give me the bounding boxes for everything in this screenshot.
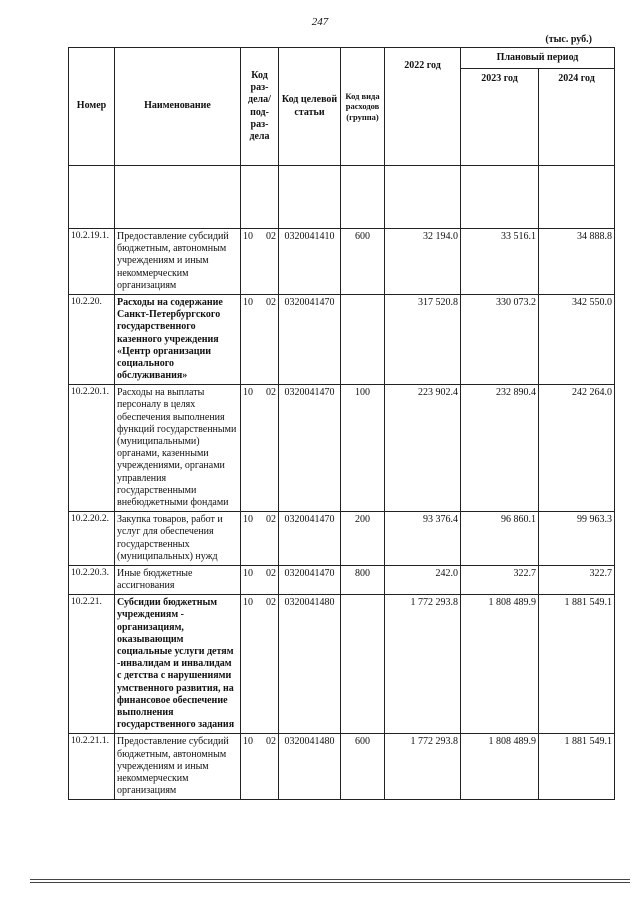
row-section: 10 bbox=[243, 387, 253, 399]
row-target-code: 0320041480 bbox=[279, 595, 341, 734]
row-name: Субсидии бюджетным учреждениям - организациям, оказывающим социальные услуги детям -инвалидам и инвалидам с детства с нарушениями умственного развития, на финансовое обеспечение выполнения государственного задания bbox=[115, 595, 241, 734]
row-section: 10 bbox=[243, 514, 253, 526]
row-2023: 33 516.1 bbox=[461, 229, 539, 295]
row-name: Закупка товаров, работ и услуг для обеспечения государственных (муниципальных) нужд bbox=[115, 512, 241, 566]
row-section-code bbox=[241, 734, 279, 800]
row-section-code bbox=[241, 229, 279, 295]
row-number: 10.2.21. bbox=[69, 595, 115, 734]
row-number: 10.2.20.1. bbox=[69, 385, 115, 512]
header-year-2023: 2023 год bbox=[461, 69, 539, 166]
row-target-code: 0320041480 bbox=[279, 734, 341, 800]
row-section-code bbox=[241, 595, 279, 734]
row-2022: 1 772 293.8 bbox=[385, 595, 461, 734]
row-expense-type bbox=[341, 294, 385, 384]
row-target-code: 0320041410 bbox=[279, 229, 341, 295]
header-planned-period: Плановый период bbox=[461, 48, 615, 69]
row-2022: 32 194.0 bbox=[385, 229, 461, 295]
row-expense-type: 600 bbox=[341, 229, 385, 295]
header-section-code: Код раз-дела/ под-раз-дела bbox=[241, 48, 279, 166]
row-2023: 1 808 489.9 bbox=[461, 595, 539, 734]
row-section-code bbox=[241, 512, 279, 566]
row-subsection: 02 bbox=[266, 514, 276, 526]
row-expense-type bbox=[341, 595, 385, 734]
units-label: (тыс. руб.) bbox=[545, 34, 592, 45]
row-subsection: 02 bbox=[266, 567, 276, 579]
bottom-rule bbox=[30, 879, 630, 880]
row-2024: 322.7 bbox=[539, 565, 615, 594]
table-row bbox=[69, 229, 615, 295]
row-name: Иные бюджетные ассигнования bbox=[115, 565, 241, 594]
row-name: Расходы на выплаты персоналу в целях обеспечения выполнения функций государственными (муниципальными) органами, казенными учреждениями, органами управления государственными внебюджетными фондами bbox=[115, 385, 241, 512]
row-section: 10 bbox=[243, 736, 253, 748]
header-number: Номер bbox=[69, 48, 115, 166]
row-2023: 232 890.4 bbox=[461, 385, 539, 512]
table-row bbox=[69, 512, 615, 566]
row-2022: 223 902.4 bbox=[385, 385, 461, 512]
row-section-code bbox=[241, 385, 279, 512]
table-row bbox=[69, 385, 615, 512]
row-2024: 1 881 549.1 bbox=[539, 595, 615, 734]
row-2023: 322.7 bbox=[461, 565, 539, 594]
row-subsection: 02 bbox=[266, 736, 276, 748]
row-section: 10 bbox=[243, 296, 253, 308]
header-name: Наименование bbox=[115, 48, 241, 166]
row-number: 10.2.21.1. bbox=[69, 734, 115, 800]
header-target-code: Код целевой статьи bbox=[279, 48, 341, 166]
table-row bbox=[69, 595, 615, 734]
row-subsection: 02 bbox=[266, 231, 276, 242]
row-section: 10 bbox=[243, 597, 253, 609]
row-2024: 242 264.0 bbox=[539, 385, 615, 512]
row-number: 10.2.20.3. bbox=[69, 565, 115, 594]
row-2022: 317 520.8 bbox=[385, 294, 461, 384]
row-target-code: 0320041470 bbox=[279, 512, 341, 566]
row-target-code: 0320041470 bbox=[279, 385, 341, 512]
row-section-code bbox=[241, 565, 279, 594]
row-section: 10 bbox=[243, 231, 253, 242]
row-number: 10.2.20. bbox=[69, 294, 115, 384]
row-2023: 96 860.1 bbox=[461, 512, 539, 566]
page-number: 247 bbox=[311, 16, 329, 28]
row-subsection: 02 bbox=[266, 296, 276, 308]
row-expense-type: 200 bbox=[341, 512, 385, 566]
table-row bbox=[69, 565, 615, 594]
bottom-rule bbox=[30, 882, 630, 883]
row-2022: 93 376.4 bbox=[385, 512, 461, 566]
table-row bbox=[69, 294, 615, 384]
row-expense-type: 100 bbox=[341, 385, 385, 512]
header-row bbox=[69, 48, 615, 69]
row-expense-type: 600 bbox=[341, 734, 385, 800]
row-2024: 34 888.8 bbox=[539, 229, 615, 295]
header-year-2024: 2024 год bbox=[539, 69, 615, 166]
row-2023: 330 073.2 bbox=[461, 294, 539, 384]
row-section-code bbox=[241, 294, 279, 384]
row-2024: 99 963.3 bbox=[539, 512, 615, 566]
budget-table bbox=[68, 47, 615, 800]
row-target-code: 0320041470 bbox=[279, 565, 341, 594]
row-2024: 342 550.0 bbox=[539, 294, 615, 384]
row-name: Предоставление субсидий бюджетным, автономным учреждениям и иным некоммерческим организациям bbox=[115, 734, 241, 800]
row-2022: 1 772 293.8 bbox=[385, 734, 461, 800]
row-target-code: 0320041470 bbox=[279, 294, 341, 384]
row-subsection: 02 bbox=[266, 597, 276, 609]
table-body bbox=[69, 166, 615, 800]
header-year-2022: 2022 год bbox=[385, 48, 461, 166]
spacer-row bbox=[69, 166, 615, 229]
row-2023: 1 808 489.9 bbox=[461, 734, 539, 800]
header-expense-type-code: Код вида расходов (группа) bbox=[341, 48, 385, 166]
row-expense-type: 800 bbox=[341, 565, 385, 594]
table-row bbox=[69, 734, 615, 800]
row-subsection: 02 bbox=[266, 387, 276, 399]
row-2024: 1 881 549.1 bbox=[539, 734, 615, 800]
row-2022: 242.0 bbox=[385, 565, 461, 594]
row-name: Предоставление субсидий бюджетным, автономным учреждениям и иным некоммерческим организациям bbox=[115, 229, 241, 295]
row-number: 10.2.19.1. bbox=[69, 229, 115, 295]
row-name: Расходы на содержание Санкт-Петербургского государственного казенного учреждения «Центр организации социального обслуживания» bbox=[115, 294, 241, 384]
row-number: 10.2.20.2. bbox=[69, 512, 115, 566]
row-section: 10 bbox=[243, 567, 253, 579]
